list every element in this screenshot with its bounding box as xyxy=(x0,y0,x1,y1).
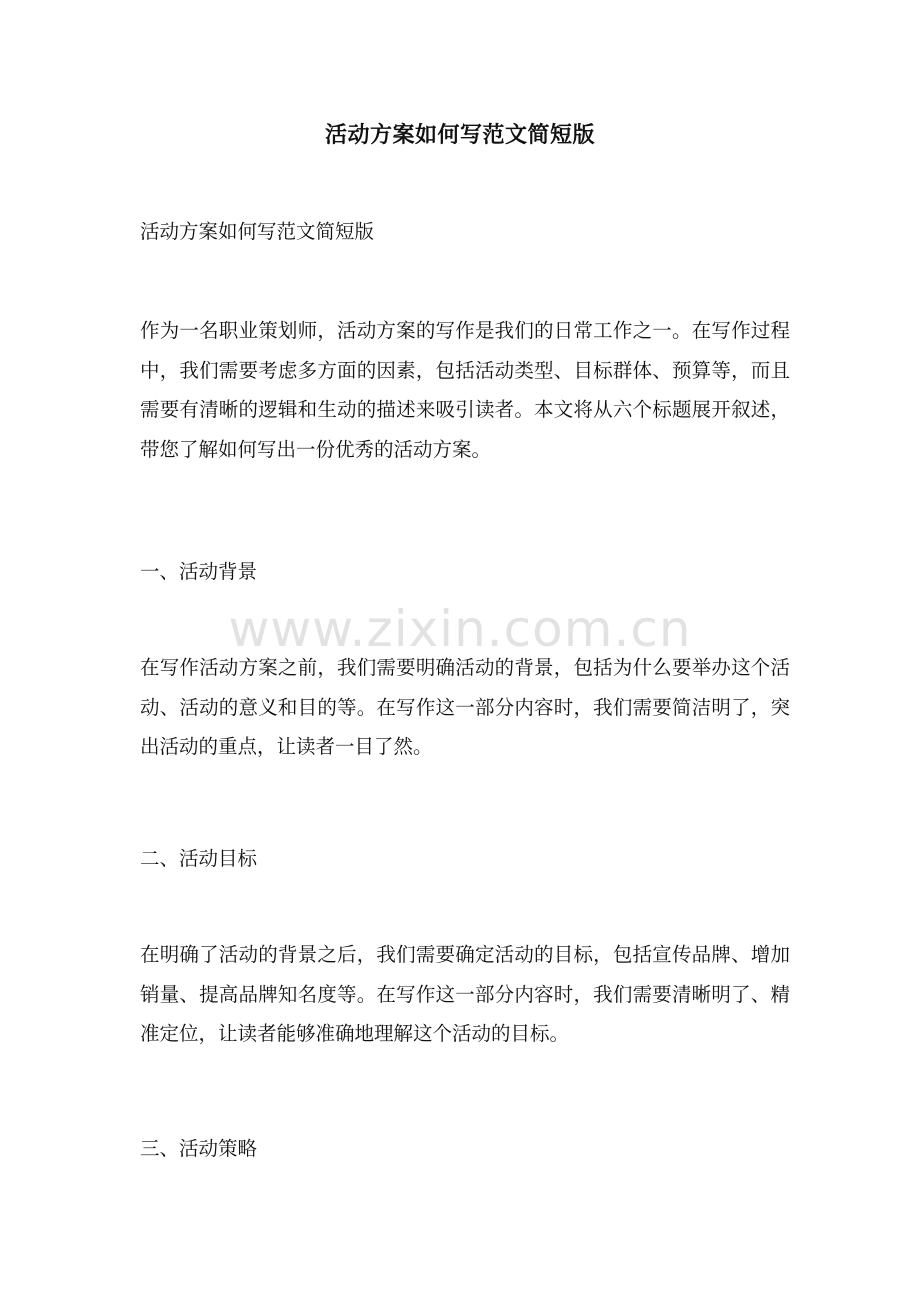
section-heading-background: 一、活动背景 xyxy=(140,560,258,583)
watermark: www.zixin.com.cn xyxy=(228,600,692,658)
intro-paragraph: 作为一名职业策划师，活动方案的写作是我们的日常工作之一。在写作过程中，我们需要考虑多方面的因素，包括活动类型、目标群体、预算等，而且需要有清晰的逻辑和生动的描述来吸引读者。本文将从六个标题展开叙述，带您了解如何写出一份优秀的活动方案。 xyxy=(140,319,790,461)
document-title: 活动方案如何写范文简短版 xyxy=(324,122,595,148)
section-body-background: 在写作活动方案之前，我们需要明确活动的背景，包括为什么要举办这个活动、活动的意义和目的等。在写作这一部分内容时，我们需要简洁明了，突出活动的重点，让读者一目了然。 xyxy=(140,656,790,758)
section-heading-goals: 二、活动目标 xyxy=(140,847,258,870)
document-subtitle: 活动方案如何写范文简短版 xyxy=(140,220,375,243)
section-body-goals: 在明确了活动的背景之后，我们需要确定活动的目标，包括宣传品牌、增加销量、提高品牌知名度等。在写作这一部分内容时，我们需要清晰明了、精准定位，让读者能够准确地理解这个活动的目标。 xyxy=(140,943,790,1045)
section-heading-strategy: 三、活动策略 xyxy=(140,1137,258,1160)
